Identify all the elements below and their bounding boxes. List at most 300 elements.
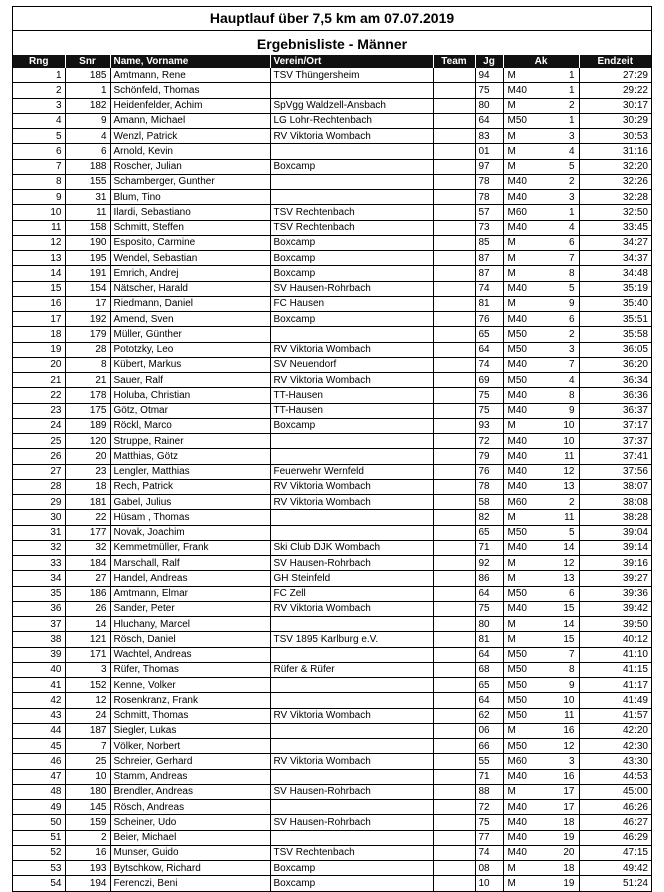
- cell-club: Boxcamp: [270, 159, 433, 174]
- cell-club: RV Viktoria Wombach: [270, 601, 433, 616]
- table-row: [13, 510, 651, 525]
- cell-age-class: [503, 266, 579, 281]
- cell-finish-time: 42:20: [579, 723, 651, 738]
- cell-club: Boxcamp: [270, 876, 433, 891]
- cell-team: [433, 342, 475, 357]
- age-class-rank: 12: [563, 557, 575, 569]
- col-header-snr: Snr: [65, 55, 110, 68]
- cell-club: RV Viktoria Wombach: [270, 754, 433, 769]
- cell-age-class: [503, 220, 579, 235]
- cell-age-class: [503, 388, 579, 403]
- cell-club: [270, 693, 433, 708]
- cell-team: [433, 693, 475, 708]
- cell-age-class: [503, 342, 579, 357]
- col-header-endzeit: Endzeit: [579, 55, 651, 68]
- table-row: [13, 693, 651, 708]
- cell-club: RV Viktoria Wombach: [270, 708, 433, 723]
- cell-name: Handel, Andreas: [110, 571, 270, 586]
- table-row: [13, 296, 651, 311]
- cell-team: [433, 495, 475, 510]
- cell-name: Heidenfelder, Achim: [110, 98, 270, 113]
- cell-rank: 47: [13, 769, 65, 784]
- age-class-label: M40: [507, 222, 527, 234]
- cell-name: Schmitt, Steffen: [110, 220, 270, 235]
- age-class-label: M: [507, 161, 516, 173]
- cell-club: [270, 769, 433, 784]
- table-row: [13, 235, 651, 250]
- cell-birth-year: 78: [475, 479, 503, 494]
- cell-club: FC Hausen: [270, 296, 433, 311]
- cell-rank: 7: [13, 159, 65, 174]
- cell-start-number: 171: [65, 647, 110, 662]
- age-class-rank: 2: [568, 176, 575, 188]
- cell-birth-year: 80: [475, 98, 503, 113]
- table-row: [13, 495, 651, 510]
- cell-team: [433, 525, 475, 540]
- cell-team: [433, 617, 475, 632]
- cell-finish-time: 30:53: [579, 129, 651, 144]
- cell-rank: 49: [13, 800, 65, 815]
- cell-team: [433, 662, 475, 677]
- age-class-rank: 15: [563, 633, 575, 645]
- cell-rank: 27: [13, 464, 65, 479]
- cell-birth-year: 83: [475, 129, 503, 144]
- table-row: [13, 373, 651, 388]
- age-class-label: M: [507, 786, 516, 798]
- cell-rank: 45: [13, 739, 65, 754]
- cell-start-number: 193: [65, 861, 110, 876]
- age-class-rank: 7: [568, 252, 575, 264]
- cell-birth-year: 78: [475, 190, 503, 205]
- cell-name: Röckl, Marco: [110, 418, 270, 433]
- col-header-rng: Rng: [13, 55, 65, 68]
- age-class-rank: 6: [568, 313, 575, 325]
- cell-birth-year: 87: [475, 251, 503, 266]
- cell-age-class: [503, 296, 579, 311]
- cell-team: [433, 235, 475, 250]
- cell-birth-year: 75: [475, 815, 503, 830]
- cell-rank: 48: [13, 784, 65, 799]
- cell-age-class: [503, 373, 579, 388]
- cell-team: [433, 113, 475, 128]
- cell-start-number: 191: [65, 266, 110, 281]
- cell-birth-year: 68: [475, 662, 503, 677]
- cell-name: Wendel, Sebastian: [110, 251, 270, 266]
- table-row: [13, 800, 651, 815]
- cell-finish-time: 39:14: [579, 540, 651, 555]
- age-class-label: M60: [507, 755, 527, 767]
- cell-rank: 44: [13, 723, 65, 738]
- cell-rank: 17: [13, 312, 65, 327]
- table-row: [13, 251, 651, 266]
- cell-club: RV Viktoria Wombach: [270, 373, 433, 388]
- age-class-label: M: [507, 130, 516, 142]
- table-row: [13, 357, 651, 372]
- cell-birth-year: 86: [475, 571, 503, 586]
- cell-start-number: 194: [65, 876, 110, 891]
- cell-rank: 14: [13, 266, 65, 281]
- age-class-rank: 10: [563, 694, 575, 706]
- cell-start-number: 8: [65, 357, 110, 372]
- cell-rank: 53: [13, 861, 65, 876]
- cell-birth-year: 88: [475, 784, 503, 799]
- cell-finish-time: 32:20: [579, 159, 651, 174]
- age-class-label: M: [507, 618, 516, 630]
- cell-team: [433, 601, 475, 616]
- cell-name: Amend, Sven: [110, 312, 270, 327]
- age-class-label: M: [507, 145, 516, 157]
- cell-club: TSV 1895 Karlburg e.V.: [270, 632, 433, 647]
- results-frame: [12, 6, 652, 892]
- table-row: [13, 327, 651, 342]
- age-class-rank: 9: [568, 405, 575, 417]
- cell-name: Sander, Peter: [110, 601, 270, 616]
- results-table: [13, 55, 651, 891]
- cell-rank: 38: [13, 632, 65, 647]
- age-class-rank: 11: [564, 710, 575, 722]
- cell-club: SV Hausen-Rohrbach: [270, 556, 433, 571]
- cell-club: RV Viktoria Wombach: [270, 342, 433, 357]
- cell-club: RV Viktoria Wombach: [270, 495, 433, 510]
- cell-rank: 5: [13, 129, 65, 144]
- table-row: [13, 190, 651, 205]
- age-class-rank: 1: [568, 115, 575, 127]
- age-class-rank: 11: [564, 511, 575, 523]
- cell-birth-year: 64: [475, 586, 503, 601]
- cell-rank: 26: [13, 449, 65, 464]
- cell-team: [433, 418, 475, 433]
- cell-birth-year: 73: [475, 220, 503, 235]
- age-class-label: M: [507, 633, 516, 645]
- cell-team: [433, 144, 475, 159]
- cell-team: [433, 556, 475, 571]
- cell-start-number: 177: [65, 525, 110, 540]
- table-row: [13, 266, 651, 281]
- cell-finish-time: 38:07: [579, 479, 651, 494]
- table-row: [13, 129, 651, 144]
- cell-club: GH Steinfeld: [270, 571, 433, 586]
- cell-club: [270, 449, 433, 464]
- cell-club: TT-Hausen: [270, 388, 433, 403]
- age-class-label: M: [507, 877, 516, 889]
- cell-age-class: [503, 205, 579, 220]
- cell-age-class: [503, 769, 579, 784]
- age-class-rank: 6: [568, 588, 575, 600]
- cell-age-class: [503, 174, 579, 189]
- cell-finish-time: 27:29: [579, 68, 651, 83]
- cell-rank: 54: [13, 876, 65, 891]
- cell-rank: 31: [13, 525, 65, 540]
- age-class-rank: 2: [568, 100, 575, 112]
- cell-name: Schamberger, Gunther: [110, 174, 270, 189]
- cell-club: [270, 174, 433, 189]
- cell-rank: 51: [13, 830, 65, 845]
- table-row: [13, 571, 651, 586]
- age-class-rank: 13: [563, 572, 575, 584]
- age-class-rank: 18: [563, 816, 575, 828]
- cell-rank: 9: [13, 190, 65, 205]
- table-row: [13, 312, 651, 327]
- cell-age-class: [503, 464, 579, 479]
- cell-age-class: [503, 418, 579, 433]
- cell-name: Ferenczi, Beni: [110, 876, 270, 891]
- cell-birth-year: 93: [475, 418, 503, 433]
- cell-start-number: 3: [65, 662, 110, 677]
- cell-start-number: 12: [65, 693, 110, 708]
- cell-start-number: 154: [65, 281, 110, 296]
- cell-rank: 36: [13, 601, 65, 616]
- cell-age-class: [503, 784, 579, 799]
- age-class-label: M50: [507, 740, 527, 752]
- cell-finish-time: 31:16: [579, 144, 651, 159]
- age-class-rank: 4: [568, 222, 575, 234]
- cell-age-class: [503, 98, 579, 113]
- age-class-label: M40: [507, 847, 527, 859]
- age-class-rank: 14: [563, 618, 575, 630]
- cell-finish-time: 32:28: [579, 190, 651, 205]
- cell-team: [433, 510, 475, 525]
- cell-rank: 18: [13, 327, 65, 342]
- cell-team: [433, 83, 475, 98]
- cell-birth-year: 92: [475, 556, 503, 571]
- cell-team: [433, 403, 475, 418]
- cell-age-class: [503, 251, 579, 266]
- cell-finish-time: 35:19: [579, 281, 651, 296]
- age-class-label: M: [507, 267, 516, 279]
- cell-team: [433, 464, 475, 479]
- cell-birth-year: 64: [475, 342, 503, 357]
- cell-finish-time: 33:45: [579, 220, 651, 235]
- cell-finish-time: 34:27: [579, 235, 651, 250]
- table-row: [13, 68, 651, 83]
- table-row: [13, 586, 651, 601]
- age-class-label: M40: [507, 771, 527, 783]
- cell-club: Boxcamp: [270, 251, 433, 266]
- cell-name: Munser, Guido: [110, 845, 270, 860]
- cell-team: [433, 449, 475, 464]
- table-row: [13, 647, 651, 662]
- col-header-ak: Ak: [503, 55, 579, 68]
- cell-club: [270, 830, 433, 845]
- cell-name: Stamm, Andreas: [110, 769, 270, 784]
- cell-finish-time: 36:36: [579, 388, 651, 403]
- cell-age-class: [503, 830, 579, 845]
- age-class-label: M50: [507, 664, 527, 676]
- age-class-label: M40: [507, 313, 527, 325]
- age-class-label: M40: [507, 176, 527, 188]
- cell-team: [433, 739, 475, 754]
- cell-finish-time: 41:10: [579, 647, 651, 662]
- cell-name: Emrich, Andrej: [110, 266, 270, 281]
- cell-finish-time: 36:05: [579, 342, 651, 357]
- table-row: [13, 83, 651, 98]
- cell-age-class: [503, 754, 579, 769]
- cell-finish-time: 39:42: [579, 601, 651, 616]
- cell-birth-year: 74: [475, 281, 503, 296]
- age-class-rank: 10: [563, 420, 575, 432]
- cell-name: Hluchany, Marcel: [110, 617, 270, 632]
- cell-name: Blum, Tino: [110, 190, 270, 205]
- cell-birth-year: 71: [475, 540, 503, 555]
- table-row: [13, 205, 651, 220]
- age-class-rank: 1: [568, 206, 575, 218]
- cell-rank: 22: [13, 388, 65, 403]
- age-class-rank: 5: [568, 161, 575, 173]
- cell-name: Gabel, Julius: [110, 495, 270, 510]
- cell-finish-time: 41:57: [579, 708, 651, 723]
- cell-club: [270, 617, 433, 632]
- cell-start-number: 178: [65, 388, 110, 403]
- cell-name: Rüfer, Thomas: [110, 662, 270, 677]
- age-class-rank: 15: [563, 603, 575, 615]
- cell-start-number: 6: [65, 144, 110, 159]
- cell-team: [433, 251, 475, 266]
- cell-start-number: 20: [65, 449, 110, 464]
- cell-birth-year: 85: [475, 235, 503, 250]
- cell-birth-year: 72: [475, 434, 503, 449]
- cell-finish-time: 36:37: [579, 403, 651, 418]
- cell-birth-year: 65: [475, 678, 503, 693]
- cell-start-number: 21: [65, 373, 110, 388]
- cell-name: Kemmetmüller, Frank: [110, 540, 270, 555]
- cell-start-number: 16: [65, 845, 110, 860]
- cell-club: [270, 525, 433, 540]
- cell-start-number: 182: [65, 98, 110, 113]
- table-header: [13, 55, 651, 68]
- cell-name: Esposito, Carmine: [110, 235, 270, 250]
- age-class-label: M40: [507, 603, 527, 615]
- cell-rank: 11: [13, 220, 65, 235]
- col-header-team: Team: [433, 55, 475, 68]
- table-row: [13, 388, 651, 403]
- cell-start-number: 24: [65, 708, 110, 723]
- cell-club: [270, 190, 433, 205]
- cell-age-class: [503, 647, 579, 662]
- cell-age-class: [503, 632, 579, 647]
- cell-age-class: [503, 678, 579, 693]
- cell-name: Kübert, Markus: [110, 357, 270, 372]
- cell-birth-year: 81: [475, 632, 503, 647]
- age-class-rank: 7: [568, 649, 575, 661]
- cell-rank: 4: [13, 113, 65, 128]
- cell-rank: 24: [13, 418, 65, 433]
- cell-age-class: [503, 800, 579, 815]
- table-row: [13, 845, 651, 860]
- cell-team: [433, 98, 475, 113]
- cell-name: Struppe, Rainer: [110, 434, 270, 449]
- cell-team: [433, 861, 475, 876]
- cell-club: SV Hausen-Rohrbach: [270, 281, 433, 296]
- age-class-rank: 5: [568, 527, 575, 539]
- cell-finish-time: 38:28: [579, 510, 651, 525]
- cell-age-class: [503, 403, 579, 418]
- cell-finish-time: 30:17: [579, 98, 651, 113]
- cell-rank: 6: [13, 144, 65, 159]
- cell-start-number: 31: [65, 190, 110, 205]
- age-class-label: M: [507, 557, 516, 569]
- cell-start-number: 192: [65, 312, 110, 327]
- cell-start-number: 23: [65, 464, 110, 479]
- cell-team: [433, 647, 475, 662]
- cell-club: Boxcamp: [270, 266, 433, 281]
- results-sheet: [12, 6, 652, 892]
- cell-name: Riedmann, Daniel: [110, 296, 270, 311]
- cell-club: [270, 434, 433, 449]
- cell-team: [433, 479, 475, 494]
- cell-finish-time: 41:49: [579, 693, 651, 708]
- cell-birth-year: 08: [475, 861, 503, 876]
- cell-finish-time: 36:34: [579, 373, 651, 388]
- cell-team: [433, 312, 475, 327]
- cell-birth-year: 65: [475, 525, 503, 540]
- cell-start-number: 195: [65, 251, 110, 266]
- cell-finish-time: 35:51: [579, 312, 651, 327]
- age-class-label: M: [507, 252, 516, 264]
- age-class-label: M: [507, 511, 516, 523]
- cell-age-class: [503, 586, 579, 601]
- cell-team: [433, 327, 475, 342]
- cell-finish-time: 47:15: [579, 845, 651, 860]
- age-class-rank: 14: [563, 542, 575, 554]
- table-row: [13, 98, 651, 113]
- cell-name: Roscher, Julian: [110, 159, 270, 174]
- cell-age-class: [503, 159, 579, 174]
- cell-rank: 50: [13, 815, 65, 830]
- cell-finish-time: 35:40: [579, 296, 651, 311]
- cell-rank: 41: [13, 678, 65, 693]
- age-class-label: M50: [507, 679, 527, 691]
- cell-team: [433, 220, 475, 235]
- cell-name: Sauer, Ralf: [110, 373, 270, 388]
- cell-finish-time: 39:16: [579, 556, 651, 571]
- cell-name: Amann, Michael: [110, 113, 270, 128]
- cell-team: [433, 815, 475, 830]
- age-class-label: M40: [507, 283, 527, 295]
- cell-rank: 40: [13, 662, 65, 677]
- age-class-rank: 18: [563, 862, 575, 874]
- cell-team: [433, 68, 475, 83]
- age-class-rank: 20: [563, 847, 575, 859]
- cell-rank: 35: [13, 586, 65, 601]
- cell-age-class: [503, 434, 579, 449]
- age-class-rank: 19: [563, 877, 575, 889]
- cell-rank: 12: [13, 235, 65, 250]
- cell-name: Brendler, Andreas: [110, 784, 270, 799]
- cell-age-class: [503, 617, 579, 632]
- cell-birth-year: 64: [475, 693, 503, 708]
- age-class-label: M60: [507, 206, 527, 218]
- age-class-label: M40: [507, 450, 527, 462]
- age-class-label: M40: [507, 435, 527, 447]
- table-row: [13, 220, 651, 235]
- cell-rank: 37: [13, 617, 65, 632]
- age-class-label: M: [507, 862, 516, 874]
- cell-name: Marschall, Ralf: [110, 556, 270, 571]
- age-class-label: M: [507, 69, 516, 81]
- cell-finish-time: 40:12: [579, 632, 651, 647]
- cell-club: Boxcamp: [270, 418, 433, 433]
- table-row: [13, 174, 651, 189]
- cell-name: Arnold, Kevin: [110, 144, 270, 159]
- age-class-label: M50: [507, 588, 527, 600]
- age-class-label: M40: [507, 801, 527, 813]
- cell-birth-year: 64: [475, 113, 503, 128]
- table-row: [13, 754, 651, 769]
- col-header-verein: Verein/Ort: [270, 55, 433, 68]
- cell-birth-year: 66: [475, 739, 503, 754]
- cell-rank: 16: [13, 296, 65, 311]
- age-class-label: M40: [507, 389, 527, 401]
